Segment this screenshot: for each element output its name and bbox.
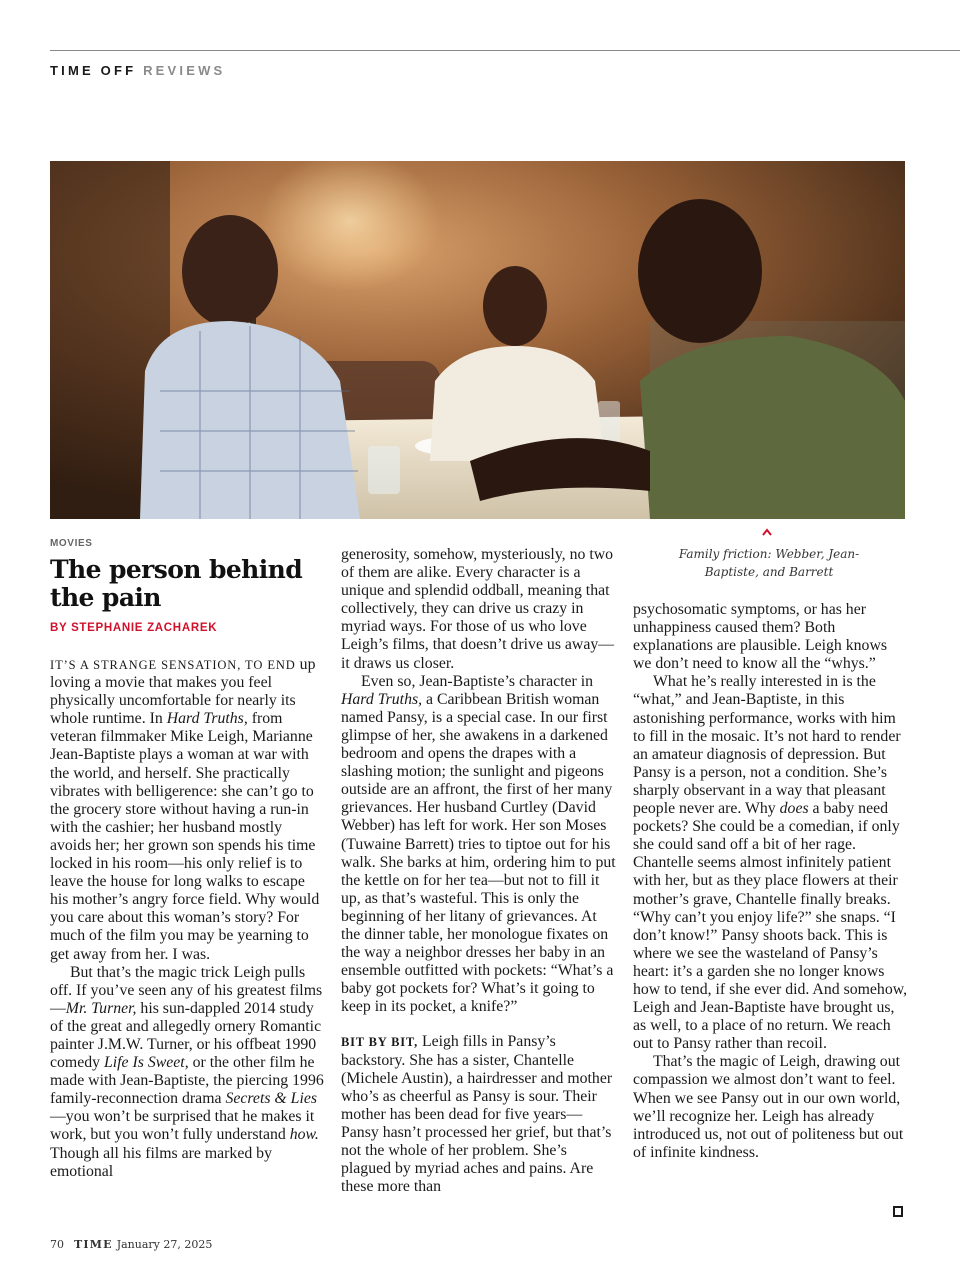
magazine-name: TIME <box>74 1238 113 1251</box>
page-number: 70 <box>50 1238 64 1251</box>
top-rule <box>50 50 960 51</box>
article-paragraph: BIT BY BIT, Leigh fills in Pansy’s backstory. She has a sister, Chantelle (Michele Austin), a hairdresser and mother who’s as cheerful as Pansy is sour. Their mother has been dead for five years—Pansy hasn’t processed her grief, but that’s not the whole of her problem. She’s plagued by myriad aches and pains. Are these more than <box>341 1033 613 1196</box>
article-paragraph: IT’S A STRANGE SENSATION, TO END up loving a movie that makes you feel physically uncomfortable for nearly its whole runtime. In Hard Truths, from veteran filmmaker Mike Leigh, Marianne Jean-Baptiste plays a woman at war with the world, and herself. She practically vibrates with belligerence: she can’t go to the grocery store without having a run-in with the cashier; her husband mostly avoids her; her grown son spends his time locked in his room—his only relief is to leave the house for long walks to escape his mother’s angry force field. Why would you care about this woman’s story? For much of the film you may be yearning to get away from her. I was. <box>50 656 320 963</box>
subsection-name: REVIEWS <box>143 63 226 78</box>
article-paragraph: generosity, somehow, mysteriously, no two of them are alike. Every character is a unique and splendid oddball, meaning that collectively, they can drive us crazy in myriad ways. For those of us who love Leigh’s films, that doesn’t drive us away—it draws us closer. <box>341 546 615 672</box>
family-dinner-photo <box>50 161 905 519</box>
article-column-3 <box>633 601 908 1162</box>
article-paragraph: What he’s really interested in is the “what,” and Jean-Baptiste, in this astonishing performance, works with him to fill in the mosaic. It’s not hard to render an amateur diagnosis of depression. But Pansy is a person, not a condition. She’s sharply observant in a way that pleasant people never are. Why does a baby need pockets? She could be a comedian, if only she could sand off a bit of her rage. Chantelle seems almost infinitely patient with her, but as they place flowers at their mother’s grave, Chantelle finally breaks. “Why can’t you enjoy life?” she snaps. “I don’t know!” Pansy shoots back. This is where we see the wasteland of Pansy’s heart: it’s a garden she no longer knows how to tend, if she ever did. And somehow, Leigh and Jean-Baptiste have brought us, as well, to a place of no return. We reach out to Pansy rather than recoil. <box>633 673 908 1053</box>
lead-in: IT’S A STRANGE SENSATION, TO END <box>50 658 296 672</box>
issue-date: January 27, 2025 <box>116 1238 213 1251</box>
subhead: BIT BY BIT, <box>341 1035 419 1050</box>
film-title: Life Is Sweet, <box>103 1054 189 1072</box>
caption-caret-icon <box>762 528 772 536</box>
article-headline: The person behind the pain <box>50 555 303 612</box>
article-paragraph: That’s the magic of Leigh, drawing out compassion we almost don’t want to feel. When we see Pansy out in our own world, we’ll recognize her. Leigh has already introduced us, not out of politeness but out of infinite kindness. <box>633 1053 904 1161</box>
article-column-2 <box>341 546 617 1196</box>
article-paragraph: But that’s the magic trick Leigh pulls off. If you’ve seen any of his greatest films—Mr. Turner, his sun-dappled 2014 study of the great and allegedly ornery Romantic painter J.M.W. Turner, or his offbeat 1990 comedy Life Is Sweet, or the other film he made with Jean-Baptiste, the piercing 1996 family-reconnection drama Secrets & Lies—you won’t be surprised that he makes it work, but you won’t fully understand how. Though all his films are marked by emotional <box>50 963 324 1180</box>
film-title: Mr. Turner, <box>65 999 137 1017</box>
photo-caption: Family friction: Webber, Jean-Baptiste, and Barrett <box>678 547 860 579</box>
article-paragraph: Even so, Jean-Baptiste’s character in Hard Truths, a Caribbean British woman named Pansy, is a special case. In our first glimpse of her, she awakens in a darkened bedroom and opens the drapes with a slashing motion; the sunlight and pigeons outside are an affront, the first of her many grievances. Her husband Curtley (David Webber) has left for work. Her son Moses (Tuwaine Barrett) tries to tiptoe out for his walk. She barks at him, ordering him to put the kettle on for her tea—but not to fill it up, as that’s wasteful. This is only the beginning of her litany of grievances. At the dinner table, her monologue fixates on the way a neighbor dresses her baby in an ensemble outfitted with pockets: “What’s a baby got pockets for? What’s it going to keep in its pocket, a knife?” <box>341 672 616 1016</box>
article-column-1 <box>50 656 325 1181</box>
article-kicker: MOVIES <box>50 538 93 549</box>
article-paragraph: psychosomatic symptoms, or has her unhappiness caused them? Both explanations are plausible. Leigh knows we don’t need to know all the “whys.” <box>633 601 887 673</box>
film-title: Hard Truths, <box>166 710 248 728</box>
end-mark-icon <box>893 1206 903 1217</box>
page-footer <box>50 1238 212 1251</box>
section-name: TIME OFF <box>50 63 137 78</box>
section-header <box>50 63 225 78</box>
film-title: Secrets & Lies <box>225 1090 318 1108</box>
article-byline: BY STEPHANIE ZACHAREK <box>50 622 218 634</box>
film-title: Hard Truths, <box>341 690 423 708</box>
